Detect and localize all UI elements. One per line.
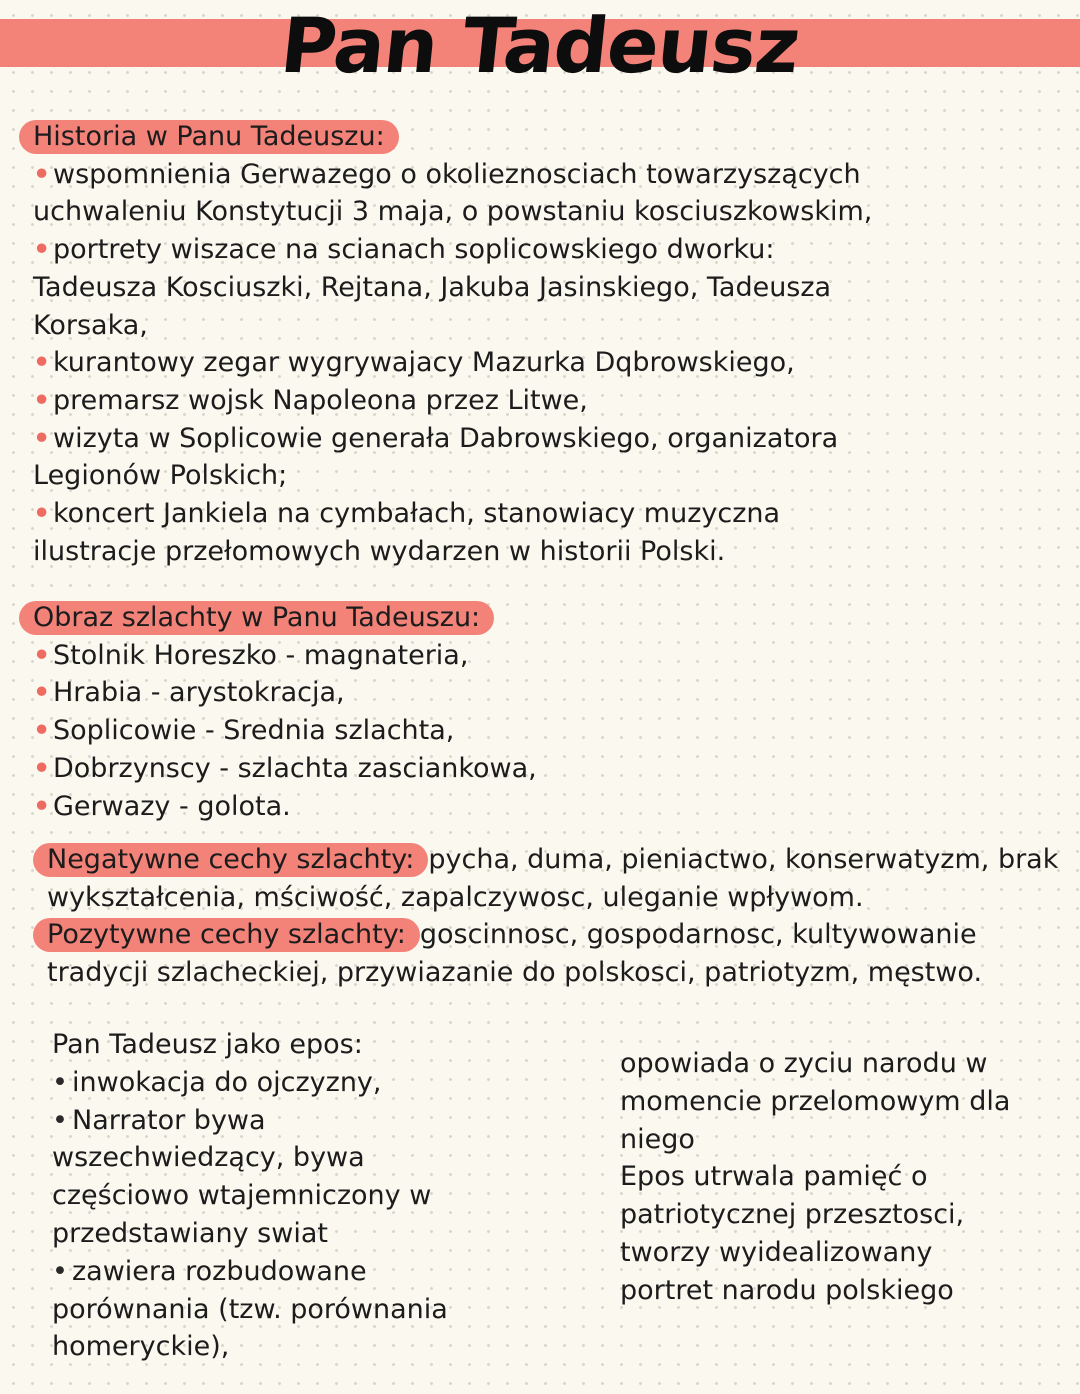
- bullet-icon: •: [33, 347, 51, 379]
- historia-section: [33, 118, 872, 570]
- bullet-icon: •: [33, 639, 51, 671]
- list-item: • koncert Jankiela na cymbałach, stanowiacy muzyczna: [33, 495, 872, 533]
- list-item: • kurantowy zegar wygrywajacy Mazurka Dqbrowskiego,: [33, 344, 872, 382]
- epos-item: Pan Tadeusz jako epos:: [52, 1029, 363, 1060]
- bullet-icon: •: [33, 790, 51, 822]
- bullet-icon: •: [52, 1104, 68, 1136]
- list-item: • wspomnienia Gerwazego o okolieznosciach towarzyszących: [33, 156, 872, 194]
- list-item: Tadeusza Kosciuszki, Rejtana, Jakuba Jasinskiego, Tadeusza: [33, 271, 832, 303]
- epos-right-column: [620, 1045, 1010, 1310]
- epos-right-line: tworzy wyidealizowany: [620, 1236, 933, 1268]
- epos-item: • zawiera rozbudowane: [52, 1253, 448, 1291]
- epos-left-column: [52, 1026, 448, 1366]
- list-item: ilustracje przełomowych wydarzen w historii Polski.: [33, 535, 726, 567]
- obraz-heading: Obraz szlachty w Panu Tadeuszu:: [33, 599, 537, 637]
- epos-item: wszechwiedzący, bywa: [52, 1142, 365, 1174]
- list-item: • wizyta w Soplicowie generała Dabrowskiego, organizatora: [33, 420, 872, 458]
- pozytywne-label: Pozytywne cechy szlachty:: [33, 918, 420, 952]
- page-title: Pan Tadeusz: [276, 1, 804, 90]
- epos-item: • Narrator bywa: [52, 1102, 448, 1140]
- list-item: Legionów Polskich;: [33, 460, 288, 492]
- epos-right-line: opowiada o zyciu narodu w: [620, 1048, 988, 1079]
- list-item: • Stolnik Horeszko - magnateria,: [33, 637, 537, 675]
- list-item: • Gerwazy - golota.: [33, 788, 537, 826]
- epos-item: częściowo wtajemniczony w: [52, 1180, 432, 1212]
- pozytywne-line-2: tradycji szlacheckiej, przywiazanie do polskosci, patriotyzm, męstwo.: [47, 956, 983, 988]
- epos-right-line: niego: [620, 1123, 695, 1155]
- epos-right-line: momencie przelomowym dla: [620, 1085, 1011, 1117]
- historia-list: [33, 156, 872, 571]
- epos-item: homeryckie),: [52, 1331, 230, 1363]
- list-item: • Soplicowie - Srednia szlachta,: [33, 712, 537, 750]
- bullet-icon: •: [33, 498, 51, 530]
- bullet-icon: •: [33, 677, 51, 709]
- list-item: • premarsz wojsk Napoleona przez Litwe,: [33, 382, 872, 420]
- epos-right-line: Epos utrwala pamięć o: [620, 1161, 928, 1193]
- epos-item: • inwokacja do ojczyzny,: [52, 1064, 448, 1102]
- bullet-icon: •: [33, 158, 51, 190]
- bullet-icon: •: [33, 752, 51, 784]
- bullet-icon: •: [33, 234, 51, 266]
- list-item: • Dobrzynscy - szlachta zasciankowa,: [33, 750, 537, 788]
- list-item: uchwaleniu Konstytucji 3 maja, o powstaniu kosciuszkowskim,: [33, 196, 873, 228]
- list-item: Korsaka,: [33, 309, 148, 341]
- bullet-icon: •: [33, 715, 51, 747]
- negatywne-line: Negatywne cechy szlachty: pycha, duma, pieniactwo, konserwatyzm, brak: [47, 841, 1058, 879]
- epos-item: porównania (tzw. porównania: [52, 1293, 448, 1325]
- obraz-list: [33, 637, 537, 826]
- epos-item: przedstawiany swiat: [52, 1217, 328, 1249]
- bullet-icon: •: [52, 1255, 68, 1287]
- pozytywne-line: Pozytywne cechy szlachty: goscinnosc, gospodarnosc, kultywowanie: [47, 916, 1058, 954]
- epos-right-line: portret narodu polskiego: [620, 1274, 954, 1306]
- bullet-icon: •: [52, 1066, 68, 1098]
- obraz-section: [33, 599, 537, 825]
- negatywne-line-2: wykształcenia, mściwość, zapalczywosc, uleganie wpływom.: [47, 881, 864, 913]
- historia-heading: Historia w Panu Tadeuszu:: [33, 118, 872, 156]
- negatywne-label: Negatywne cechy szlachty:: [33, 843, 428, 877]
- cechy-section: [47, 841, 1058, 991]
- bullet-icon: •: [33, 384, 51, 416]
- bullet-icon: •: [33, 422, 51, 454]
- epos-right-line: patriotycznej przesztosci,: [620, 1199, 965, 1231]
- list-item: • portrety wiszace na scianach soplicowskiego dworku:: [33, 231, 872, 269]
- list-item: • Hrabia - arystokracja,: [33, 674, 537, 712]
